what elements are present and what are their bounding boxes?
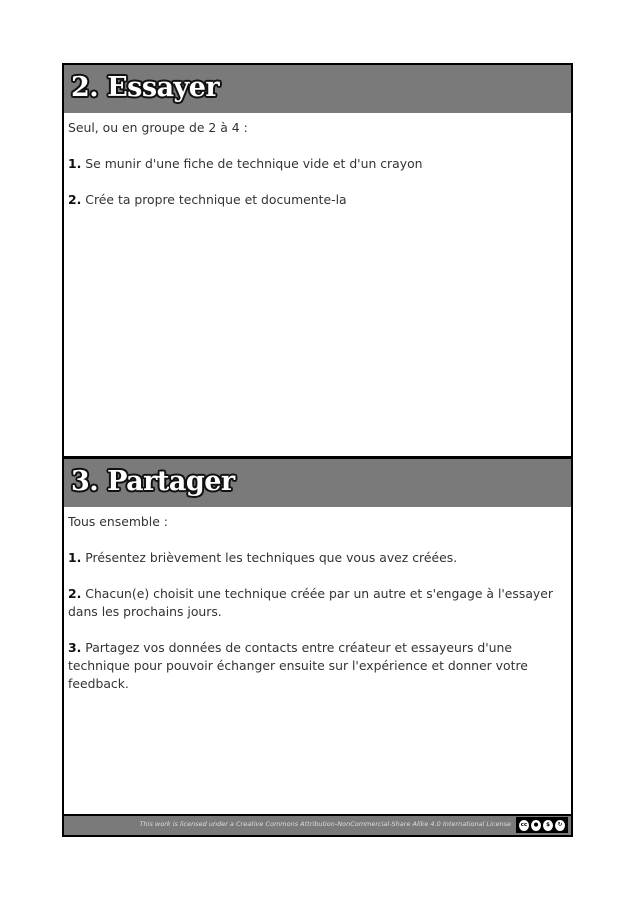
item-text: Chacun(e) choisit une technique créée par un autre et s'engage à l'essayer dans les prochains jours. <box>68 586 553 619</box>
by-attribution-icon: ● <box>530 819 542 832</box>
section-header <box>64 65 571 113</box>
cc-icon: cc <box>518 819 530 832</box>
item-text: Partagez vos données de contacts entre créateur et essayeurs d'une technique pour pouvoir échanger ensuite sur l'expérience et donner votre feedback. <box>68 640 528 691</box>
list-item <box>68 549 567 567</box>
list-item <box>68 585 567 621</box>
section-partager <box>64 459 571 816</box>
item-text: Présentez brièvement les techniques que vous avez créées. <box>85 550 458 565</box>
section-intro: Tous ensemble : <box>68 514 168 529</box>
item-number: 2. <box>68 192 82 207</box>
section-body <box>64 507 571 693</box>
item-number: 2. <box>68 586 82 601</box>
nc-noncommercial-icon: $ <box>542 819 554 832</box>
list-item <box>68 191 567 209</box>
item-number: 1. <box>68 550 82 565</box>
section-header <box>64 459 571 507</box>
sa-sharealike-icon: ↻ <box>554 819 566 832</box>
section-title: 2. Essayer <box>71 72 220 103</box>
technique-card <box>62 63 573 837</box>
section-title: 3. Partager <box>71 466 235 497</box>
license-text[interactable]: This work is licensed under a Creative Commons Attribution-NonCommercial-Share Alike 4.0 International License <box>139 820 511 828</box>
item-number: 1. <box>68 156 82 171</box>
list-item <box>68 639 567 693</box>
item-text: Crée ta propre technique et documente-la <box>85 192 347 207</box>
section-body <box>64 113 571 209</box>
item-number: 3. <box>68 640 82 655</box>
cc-license-badge[interactable] <box>516 817 568 833</box>
item-text: Se munir d'une fiche de technique vide et d'un crayon <box>85 156 423 171</box>
license-footer <box>64 814 571 835</box>
section-essayer <box>64 65 571 459</box>
section-intro: Seul, ou en groupe de 2 à 4 : <box>68 120 248 135</box>
list-item <box>68 155 567 173</box>
